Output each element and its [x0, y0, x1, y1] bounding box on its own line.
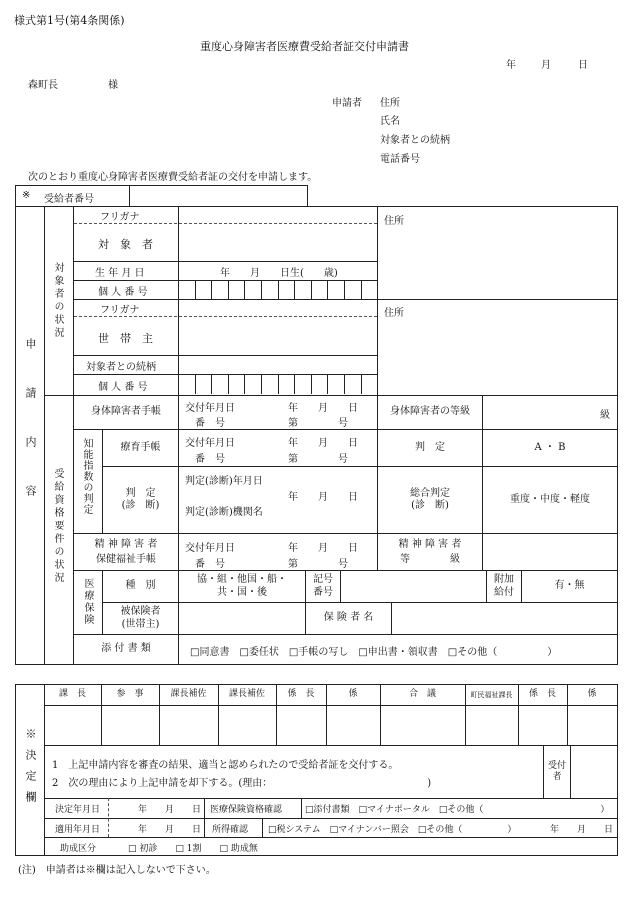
digit-divider	[327, 375, 328, 394]
rehab-number-fmt: 第 号	[288, 454, 348, 465]
approval-column-header: 課 長	[58, 689, 86, 700]
approval-column-header: 課長補佐	[170, 689, 207, 700]
digit-divider	[228, 280, 229, 299]
digit-divider	[327, 280, 328, 299]
approval-column-divider	[326, 684, 327, 745]
judgment-diag-label: 判 定 (診 断)	[121, 487, 160, 511]
digit-divider	[228, 375, 229, 394]
digit-divider	[211, 375, 212, 394]
approval-column-divider	[567, 684, 568, 745]
applicant-address: 住所	[380, 98, 400, 109]
approval-column-header: 参 事	[116, 689, 144, 700]
mental-number-label: 番 号	[195, 559, 225, 570]
approval-column-divider	[276, 684, 277, 745]
delivery-label: 受付者	[547, 760, 566, 782]
date-month: 月	[541, 60, 551, 71]
supplement-value[interactable]: 有・無	[554, 580, 585, 592]
approval-column-header: 係 長	[287, 689, 315, 700]
approval-column-divider	[218, 684, 219, 745]
furigana-label-1: フリガナ	[100, 212, 140, 223]
furigana-label-2: フリガナ	[100, 305, 140, 316]
insurance-confirm-label: 医療保険資格確認	[210, 805, 283, 815]
aid-type-label: 助成区分	[60, 844, 97, 854]
digit-divider	[311, 280, 312, 299]
approval-column-divider	[380, 684, 381, 745]
physical-ymd: 年 月 日	[288, 403, 358, 414]
mental-grade-label: 精 神 障 害 者 等 級	[398, 539, 462, 565]
digit-divider	[278, 375, 279, 394]
insurance-type-values[interactable]: 協・組・他国・船・ 共・国・後	[197, 574, 287, 598]
attachments-label: 添 付 書 類	[101, 643, 151, 655]
footnote: (注) 申請者は※欄は記入しないで下さい。	[18, 865, 216, 876]
decide-ymd: 年 月 日	[138, 805, 202, 815]
aid-type-items[interactable]: □ 初診 □ 1割 □ 助成無	[128, 844, 258, 854]
intro-text: 次のとおり重度心身障害者医療費受給者証の交付を申請します。	[28, 172, 318, 183]
approval-column-header: 係	[348, 689, 358, 700]
apply-ymd: 年 月 日	[138, 825, 202, 835]
recipient-no-label: 受給者番号	[44, 194, 94, 205]
judgment-ab[interactable]: A ・ B	[534, 441, 566, 453]
decide-date-label: 決定年月日	[55, 805, 101, 815]
digit-divider	[195, 280, 196, 299]
digit-divider	[344, 375, 345, 394]
symbol-number-label: 記号 番号	[313, 574, 333, 598]
mental-handbook-label: 精 神 障 害 者 保健福祉手帳	[94, 539, 158, 565]
digit-divider	[294, 280, 295, 299]
rehab-issue-date: 交付年月日	[185, 438, 235, 449]
severity-options[interactable]: 重度・中度・軽度	[510, 493, 590, 505]
income-confirm-label: 所得確認	[212, 825, 249, 835]
digit-divider	[244, 375, 245, 394]
approval-column-divider	[101, 684, 102, 745]
eligibility-label: 受給資格要件の状況	[52, 468, 63, 585]
digit-divider	[211, 280, 212, 299]
date-day: 日	[578, 60, 588, 71]
target-person-label: 対 象 者	[98, 238, 153, 251]
approval-column-header: 係	[587, 689, 597, 700]
insurance-type-label: 種 別	[125, 580, 156, 592]
approval-column-header: 係 長	[528, 689, 556, 700]
physical-issue-date: 交付年月日	[185, 403, 235, 414]
rehab-ymd: 年 月 日	[288, 438, 358, 449]
digit-divider	[261, 280, 262, 299]
insured-label: 被保険者 (世帯主)	[120, 606, 161, 630]
supplement-label: 附加 給付	[494, 574, 514, 598]
addressee-suffix: 様	[108, 80, 118, 91]
diag-org-label: 判定(診断)機関名	[185, 507, 263, 518]
approval-column-header: 町民福祉課長	[470, 690, 513, 699]
birthdate-label: 生 年 月 日	[95, 268, 145, 279]
rehab-handbook-label: 療育手帳	[120, 441, 161, 453]
attachment-items[interactable]: □同意書 □委任状 □手帳の写し □申出書・領収書 □その他（ ）	[190, 647, 558, 658]
applicant-name: 氏名	[380, 116, 400, 127]
physical-number-label: 番 号	[195, 418, 225, 429]
apply-date-label: 適用年月日	[55, 825, 101, 835]
approval-column-divider	[518, 684, 519, 745]
digit-divider	[361, 280, 362, 299]
approval-column-divider	[159, 684, 160, 745]
insurer-name-label: 保 険 者 名	[323, 612, 374, 624]
applicant-relation: 対象者との続柄	[380, 135, 450, 146]
digit-divider	[294, 375, 295, 394]
target-status-label: 対象者の状況	[52, 262, 63, 340]
mental-number-fmt: 第 号	[288, 559, 348, 570]
decision-side-label: ※決定欄	[24, 728, 37, 812]
recipient-mark: ※	[22, 190, 31, 201]
diag-ymd: 年 月 日	[288, 492, 358, 503]
decision-line-1: 1 上記申請内容を審査の結果、適当と認められたので受給者証を交付する。	[52, 760, 399, 771]
application-side-label: 申請内容	[24, 338, 37, 534]
insurance-confirm-items[interactable]: □添付書類 □マイナポータル □その他（ ）	[305, 805, 610, 815]
applicant-label: 申請者	[332, 98, 362, 109]
physical-number-fmt: 第 号	[288, 418, 348, 429]
decision-line-2: 2 次の理由により上記申請を却下する。(理由： )	[52, 778, 432, 789]
relation-to-target-label: 対象者との続柄	[86, 362, 156, 373]
addressee: 森町長	[28, 80, 58, 91]
rehab-number-label: 番 号	[195, 454, 225, 465]
mental-issue-date: 交付年月日	[185, 543, 235, 554]
approval-column-header: 合 議	[408, 689, 436, 700]
approval-column-header: 課長補佐	[228, 689, 265, 700]
physical-grade-unit: 級	[600, 410, 610, 421]
form-number: 様式第1号(第4条関係)	[14, 14, 125, 27]
applicant-phone: 電話番号	[380, 154, 420, 165]
personal-no-label-2: 個 人 番 号	[98, 382, 148, 393]
mental-ymd: 年 月 日	[288, 543, 358, 554]
insurance-label: 医療保険	[82, 578, 93, 626]
form-title: 重度心身障害者医療費受給者証交付申請書	[200, 40, 409, 53]
digit-divider	[195, 375, 196, 394]
physical-handbook-label: 身体障害者手帳	[91, 406, 161, 418]
digit-divider	[311, 375, 312, 394]
overall-label: 総合判定 (診 断)	[410, 487, 450, 511]
household-address-label: 住所	[384, 308, 404, 319]
birthdate-format: 年 月 日生( 歳)	[220, 268, 338, 279]
income-confirm-items[interactable]: □税システム □マイナンバー照会 □その他（ ）	[268, 825, 517, 835]
digit-divider	[244, 280, 245, 299]
digit-divider	[261, 375, 262, 394]
intellect-label: 知能指数の判定	[81, 438, 92, 515]
household-head-label: 世 帯 主	[98, 332, 153, 345]
judgment-label: 判 定	[415, 441, 445, 453]
digit-divider	[361, 375, 362, 394]
physical-grade-label: 身体障害者の等級	[390, 406, 470, 418]
approval-column-divider	[465, 684, 466, 745]
digit-divider	[278, 280, 279, 299]
digit-divider	[344, 280, 345, 299]
income-ymd: 年 月 日	[550, 825, 614, 835]
target-address-label: 住所	[384, 216, 404, 227]
personal-no-label-1: 個 人 番 号	[98, 287, 148, 298]
date-year: 年	[506, 60, 516, 71]
diag-date-label: 判定(診断)年月日	[185, 476, 263, 487]
